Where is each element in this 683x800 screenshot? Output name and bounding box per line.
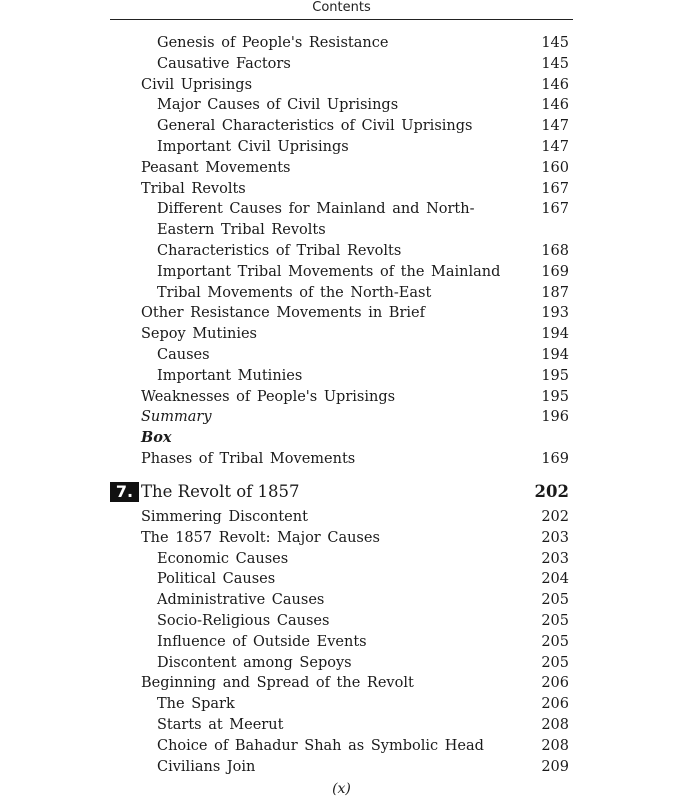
- entry-title: Other Resistance Movements in Brief: [141, 305, 425, 322]
- toc-entry[interactable]: [141, 158, 569, 179]
- entry-page: 202: [541, 509, 569, 525]
- chapter-title: The Revolt of 1857: [141, 482, 300, 501]
- toc-section-b: [141, 507, 569, 777]
- entry-title: The 1857 Revolt: Major Causes: [141, 529, 380, 546]
- header-title: Contents: [312, 0, 371, 15]
- entry-page: 167: [541, 180, 569, 197]
- entry-title: Important Mutinies: [157, 367, 303, 384]
- toc-section-a: [141, 33, 569, 470]
- toc-entry[interactable]: [141, 632, 569, 653]
- toc-entry[interactable]: [141, 179, 569, 200]
- entry-page: 193: [541, 305, 569, 322]
- entry-title: The Spark: [157, 696, 235, 713]
- entry-title: Influence of Outside Events: [157, 633, 367, 650]
- toc-entry[interactable]: [141, 262, 569, 283]
- chapter-number-badge: 7.: [110, 482, 139, 502]
- box-heading: [141, 428, 569, 449]
- toc-entry[interactable]: [141, 590, 569, 611]
- entry-title: Economic Causes: [157, 550, 289, 567]
- entry-title: Weaknesses of People's Uprisings: [141, 388, 396, 405]
- entry-title: Different Causes for Mainland and North-Eastern Tribal Revolts: [157, 201, 475, 239]
- entry-title: Summary: [141, 409, 212, 426]
- toc-entry[interactable]: [141, 137, 569, 158]
- entry-title: Causative Factors: [157, 55, 291, 72]
- entry-page: 187: [541, 284, 569, 301]
- toc-entry[interactable]: [141, 75, 569, 96]
- entry-page: 145: [541, 55, 569, 72]
- entry-page: 147: [541, 118, 569, 135]
- entry-page: 147: [541, 138, 569, 155]
- entry-page: 196: [541, 409, 569, 426]
- toc-entry[interactable]: [141, 387, 569, 408]
- entry-title: Causes: [157, 346, 210, 363]
- entry-title: Phases of Tribal Movements: [141, 450, 356, 467]
- entry-page: 206: [541, 696, 569, 713]
- entry-page: 206: [541, 675, 569, 692]
- entry-title: Important Tribal Movements of the Mainland: [157, 263, 501, 280]
- entry-title: Major Causes of Civil Uprisings: [157, 97, 399, 114]
- entry-page: 167: [541, 201, 569, 218]
- entry-page: 205: [541, 612, 569, 629]
- toc-entry[interactable]: [141, 653, 569, 674]
- entry-page: 169: [541, 263, 569, 280]
- entry-page: 205: [541, 592, 569, 609]
- entry-page: 195: [541, 367, 569, 384]
- entry-title: Genesis of People's Resistance: [157, 35, 389, 51]
- toc-entry[interactable]: [141, 528, 569, 549]
- toc-entry[interactable]: [141, 283, 569, 304]
- entry-title: Administrative Causes: [157, 592, 325, 609]
- entry-page: 205: [541, 654, 569, 671]
- entry-title: Beginning and Spread of the Revolt: [141, 675, 414, 692]
- toc-entry[interactable]: [141, 54, 569, 75]
- entry-title: Discontent among Sepoys: [157, 654, 352, 671]
- toc-entry[interactable]: [141, 611, 569, 632]
- toc-entry[interactable]: [141, 116, 569, 137]
- toc-entry[interactable]: [141, 199, 569, 241]
- running-header: [110, 0, 573, 20]
- toc-entry[interactable]: [141, 303, 569, 324]
- entry-title: Important Civil Uprisings: [157, 138, 349, 155]
- toc-entry[interactable]: [141, 507, 569, 528]
- entry-title: Simmering Discontent: [141, 509, 308, 525]
- toc-entry[interactable]: [141, 449, 569, 470]
- toc-entry[interactable]: [141, 549, 569, 570]
- page-footer: [0, 780, 683, 798]
- entry-page: 205: [541, 633, 569, 650]
- toc-entry[interactable]: [141, 736, 569, 757]
- entry-page: 203: [541, 529, 569, 546]
- entry-title: Civilians Join: [157, 758, 256, 775]
- entry-page: 160: [541, 159, 569, 176]
- chapter-heading[interactable]: [110, 481, 569, 503]
- toc-entry[interactable]: [141, 569, 569, 590]
- toc-entry[interactable]: [141, 715, 569, 736]
- entry-page: 169: [541, 450, 569, 467]
- box-heading-label: Box: [141, 429, 172, 447]
- entry-title: Choice of Bahadur Shah as Symbolic Head: [157, 737, 484, 754]
- toc-entry[interactable]: [141, 673, 569, 694]
- entry-page: 145: [541, 35, 569, 51]
- entry-page: 208: [541, 716, 569, 733]
- entry-title: Political Causes: [157, 571, 276, 588]
- toc-entry[interactable]: [141, 95, 569, 116]
- toc-entry[interactable]: [141, 324, 569, 345]
- toc-entry[interactable]: [141, 241, 569, 262]
- toc-entry-summary[interactable]: [141, 407, 569, 428]
- toc-entry[interactable]: [141, 345, 569, 366]
- entry-page: 194: [541, 346, 569, 363]
- entry-title: Peasant Movements: [141, 159, 291, 176]
- entry-page: 168: [541, 242, 569, 259]
- entry-page: 208: [541, 737, 569, 754]
- entry-title: Civil Uprisings: [141, 76, 253, 93]
- chapter-page: 202: [534, 482, 569, 501]
- entry-page: 146: [541, 76, 569, 93]
- entry-page: 146: [541, 97, 569, 114]
- footer-page-number: (x): [332, 781, 351, 797]
- entry-page: 194: [541, 326, 569, 343]
- entry-title: Tribal Movements of the North-East: [157, 284, 432, 301]
- entry-page: 204: [541, 571, 569, 588]
- entry-page: 209: [541, 758, 569, 775]
- entry-title: Tribal Revolts: [141, 180, 246, 197]
- entry-title: Socio-Religious Causes: [157, 612, 330, 629]
- entry-title: Characteristics of Tribal Revolts: [157, 242, 402, 259]
- entry-title: Sepoy Mutinies: [141, 326, 257, 343]
- toc-entry[interactable]: [141, 757, 569, 778]
- entry-title: Starts at Meerut: [157, 716, 284, 733]
- toc-entry[interactable]: [141, 366, 569, 387]
- entry-page: 203: [541, 550, 569, 567]
- entry-page: 195: [541, 388, 569, 405]
- toc-entry[interactable]: [141, 33, 569, 54]
- entry-title: General Characteristics of Civil Uprisings: [157, 118, 473, 135]
- toc-entry[interactable]: [141, 694, 569, 715]
